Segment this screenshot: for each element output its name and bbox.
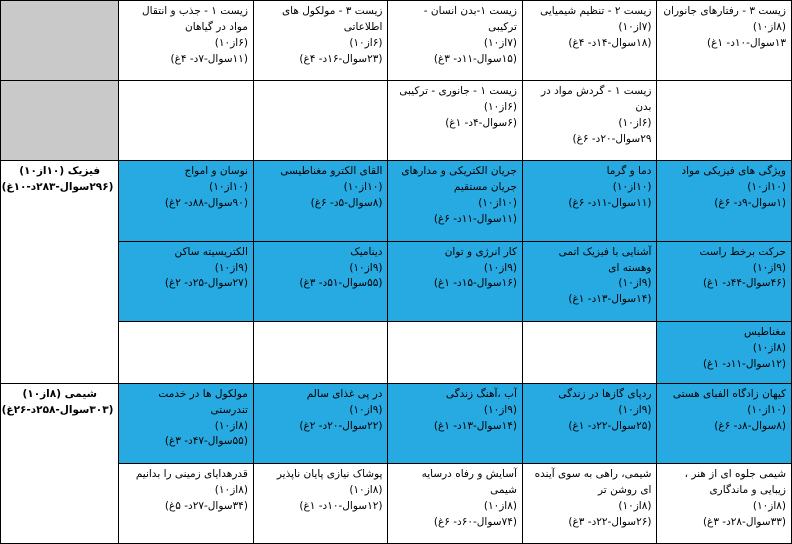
sidebar-gray-block (1, 1, 119, 81)
topic-cell: زیست ۱ - جانوری - ترکیبی (۶از۱۰) (۶سوال-۴د- ۱غ) (388, 81, 523, 161)
table-row (1, 321, 792, 383)
topic-cell: ویژگی های فیزیکی مواد (۱۰از۱۰) (۱سوال-۹د- ۶غ) (657, 161, 792, 241)
topic-cell: دما و گرما (۱۰از۱۰) (۱۱سوال-۱۱د- ۶غ) (522, 161, 657, 241)
topic-cell: الکتریسیته ساکن (۹از۱۰) (۲۷سوال-۲۵د- ۲غ) (119, 241, 254, 321)
topic-cell: آسایش و رفاه درسایه شیمی (۸از۱۰) (۷۴سوال-۶۰د- ۶غ) (388, 463, 523, 543)
topic-cell: نوسان و امواج (۱۰از۱۰) (۹۰سوال-۸۸د- ۲غ) (119, 161, 254, 241)
topic-cell: مغناطیس (۸از۱۰) (۱۲سوال-۱۱د- ۱غ) (657, 321, 792, 383)
topic-cell: شیمی جلوه ای از هنر ، زیبایی و ماندگاری (۸از۱۰) (۳۳سوال-۲۸د- ۳غ) (657, 463, 792, 543)
topic-cell-empty (388, 321, 523, 383)
topic-cell: زیست ۱-بدن انسان - ترکیبی (۷از۱۰) (۱۵سوال-۱۱د- ۳غ) (388, 1, 523, 81)
subject-label-chemistry: شیمی (۸از۱۰) (۳۰۳سوال-۲۵۸د-۲۶غ) (1, 383, 119, 543)
topic-cell-empty (253, 321, 388, 383)
table-row (1, 463, 792, 543)
topic-cell: کار انرژی و توان (۹از۱۰) (۱۶سوال-۱۵د- ۱غ) (388, 241, 523, 321)
topic-cell: آب ،آهنگ زندگی (۹از۱۰) (۱۴سوال-۱۳د- ۱غ) (388, 383, 523, 463)
table-row (1, 241, 792, 321)
topic-cell: حرکت برخط راست (۹از۱۰) (۴۶سوال-۴۴د- ۱غ) (657, 241, 792, 321)
table-row (1, 383, 792, 463)
topic-cell-empty (119, 321, 254, 383)
topic-cell: القای الکترو مغناطیسی (۱۰از۱۰) (۸سوال-۵د- ۶غ) (253, 161, 388, 241)
topic-cell: مولکول ها در خدمت تندرستی (۸از۱۰) (۵۵سوال-۴۷د- ۳غ) (119, 383, 254, 463)
topic-cell: زیست ۲ - تنظیم شیمیایی (۷از۱۰) (۱۸سوال-۱۴د- ۴غ) (522, 1, 657, 81)
topic-cell: قدرهدایای زمینی را بدانیم (۸از۱۰) (۳۴سوال-۲۷د- ۵غ) (119, 463, 254, 543)
topic-cell: زیست ۱ - جذب و انتقال مواد در گیاهان (۶از۱۰) (۱۱سوال-۷د- ۴غ) (119, 1, 254, 81)
topic-cell: زیست ۱ - گردش مواد در بدن (۶از۱۰) ۲۹سوال-۲۰د- ۶غ) (522, 81, 657, 161)
topic-cell: جریان الکتریکی و مدارهای جریان مستقیم (۱۰از۱۰) (۱۱سوال-۱۱د- ۶غ) (388, 161, 523, 241)
topic-cell-empty (253, 81, 388, 161)
table-row (1, 81, 792, 161)
topic-cell: کیهان زادگاه الفبای هستی (۱۰از۱۰) (۸سوال-۸د- ۶غ) (657, 383, 792, 463)
topic-cell: آشنایی با فیزیک اتمی وهسته ای (۹از۱۰) (۱۴سوال-۱۳د- ۱غ) (522, 241, 657, 321)
topic-cell: ردپای گازها در زندگی (۹از۱۰) (۲۵سوال-۲۲د- ۱غ) (522, 383, 657, 463)
topic-cell: دینامیک (۹از۱۰) (۵۵سوال-۵۱د- ۳غ) (253, 241, 388, 321)
topic-cell-empty (657, 81, 792, 161)
subject-label-physics: فیزیک (۱۰از۱۰) (۲۹۶سوال-۲۸۳د-۱۰غ) (1, 161, 119, 383)
table-row (1, 1, 792, 81)
table-row (1, 161, 792, 241)
topic-cell: زیست ۳ - مولکول های اطلاعاتی (۶از۱۰) (۲۳سوال-۱۶د- ۴غ) (253, 1, 388, 81)
topic-cell-empty (119, 81, 254, 161)
topic-cell: پوشاک نیازی پایان ناپذیر (۸از۱۰) (۱۲سوال-۱۰د- ۱غ) (253, 463, 388, 543)
topic-cell: در پی غذای سالم (۹از۱۰) (۲۲سوال-۲۰د- ۲غ) (253, 383, 388, 463)
topic-cell: زیست ۳ - رفتارهای جانوران (۸از۱۰) ۱۳سوال-۱۰د- ۱غ) (657, 1, 792, 81)
sidebar-gray-block (1, 81, 119, 161)
topic-cell: شیمی، راهی به سوی آینده ای روشن تر (۸از۱۰) (۲۶سوال-۲۲د- ۳غ) (522, 463, 657, 543)
topic-cell-empty (522, 321, 657, 383)
